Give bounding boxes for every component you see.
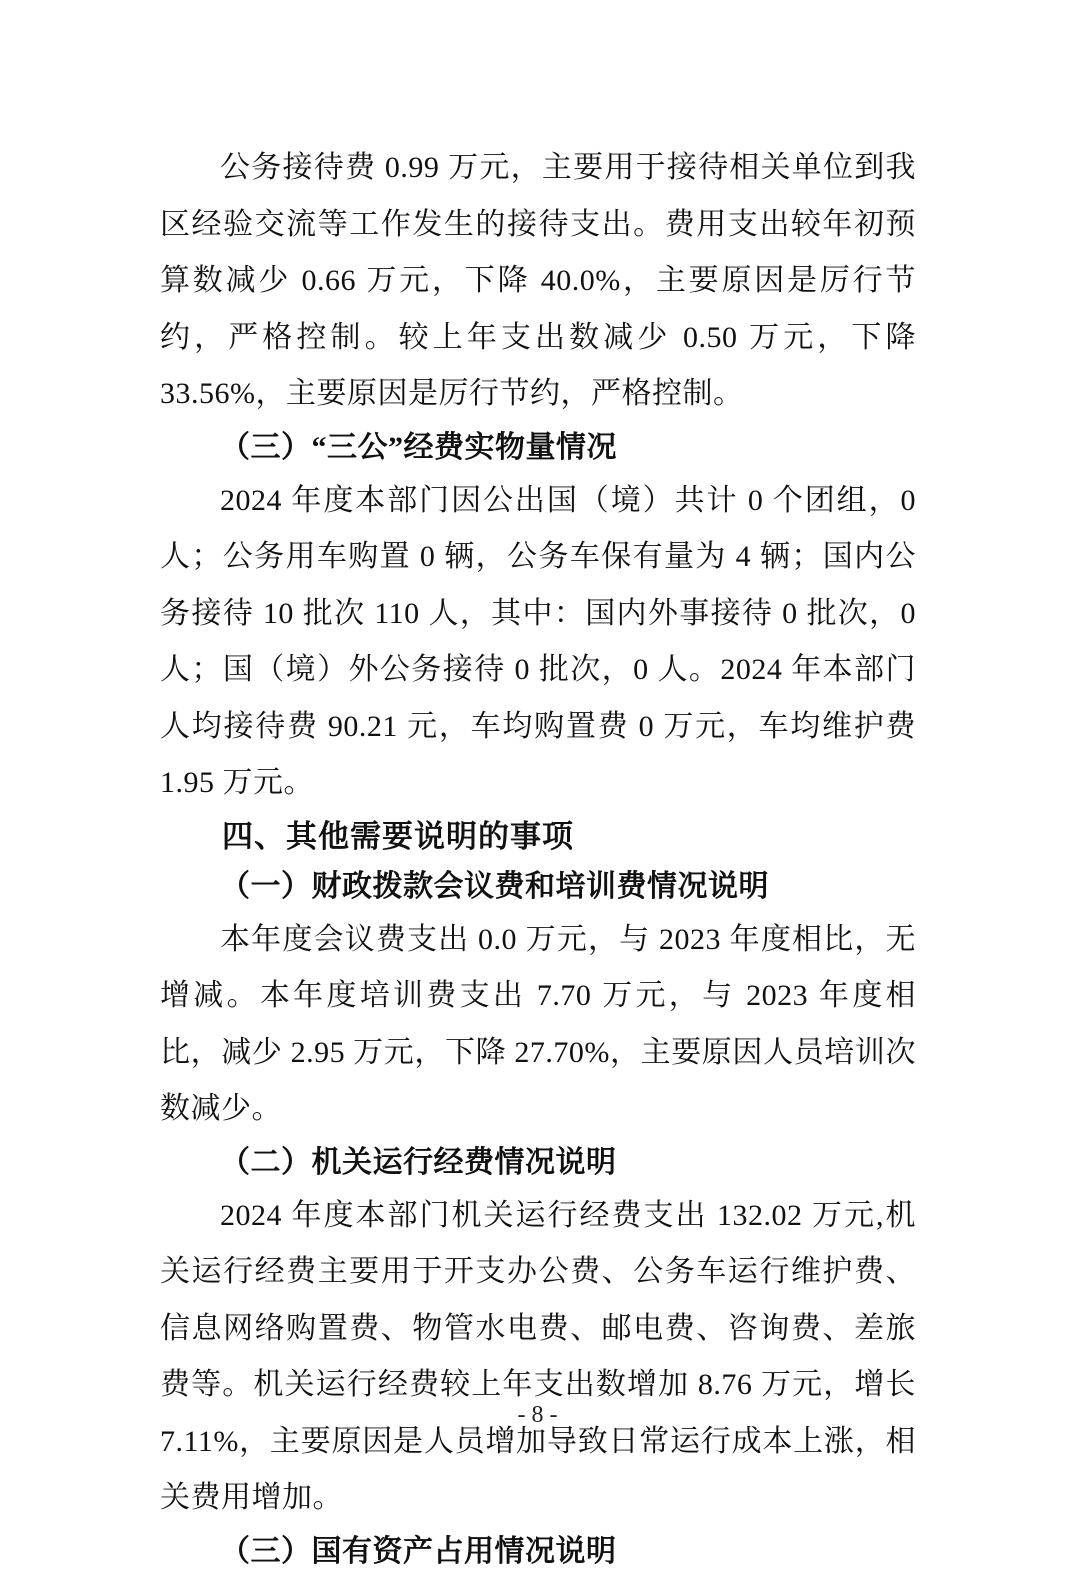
document-body bbox=[160, 140, 916, 1577]
heading-meeting-and-training-fees: （一）财政拨款会议费和培训费情况说明 bbox=[220, 869, 769, 903]
paragraph-official-reception-expense: 公务接待费 0.99 万元，主要用于接待相关单位到我区经验交流等工作发生的接待支出。费用支出较年初预算数减少 0.66 万元，下降 40.0%，主要原因是厉行节约，严格控制。较上年支出数减少 0.50 万元，下降 33.56%，主要原因是厉行节约，严格控制。 bbox=[160, 151, 916, 410]
heading-agency-operating-expense: （二）机关运行经费情况说明 bbox=[220, 1145, 617, 1179]
heading-three-public-funds-physical-quantity: （三）“三公”经费实物量情况 bbox=[220, 430, 617, 464]
heading-section-four-other-matters: 四、其他需要说明的事项 bbox=[222, 818, 574, 854]
heading-state-owned-assets-occupancy: （三）国有资产占用情况说明 bbox=[220, 1534, 617, 1568]
paragraph-meeting-and-training-fees: 本年度会议费支出 0.0 万元，与 2023 年度相比，无增减。本年度培训费支出 7.70 万元，与 2023 年度相比，减少 2.95 万元，下降 27.70%，主要原因人员培训次数减少。 bbox=[160, 922, 916, 1125]
page-number: - 8 - bbox=[517, 1402, 558, 1428]
paragraph-agency-operating-expense: 2024 年度本部门机关运行经费支出 132.02 万元,机关运行经费主要用于开支办公费、公务车运行维护费、信息网络购置费、物管水电费、邮电费、咨询费、差旅费等。机关运行经费较上年支出数增加 8.76 万元，增长 7.11%，主要原因是人员增加导致日常运行成本上涨，相关费用增加。 bbox=[160, 1198, 916, 1514]
paragraph-physical-quantity-details: 2024 年度本部门因公出国（境）共计 0 个团组，0 人；公务用车购置 0 辆，公务车保有量为 4 辆；国内公务接待 10 批次 110 人，其中：国内外事接待 0 批次，0 人；国（境）外公务接待 0 批次，0 人。2024 年本部门人均接待费 90.21 元，车均购置费 0 万元，车均维护费 1.95 万元。 bbox=[160, 483, 916, 799]
